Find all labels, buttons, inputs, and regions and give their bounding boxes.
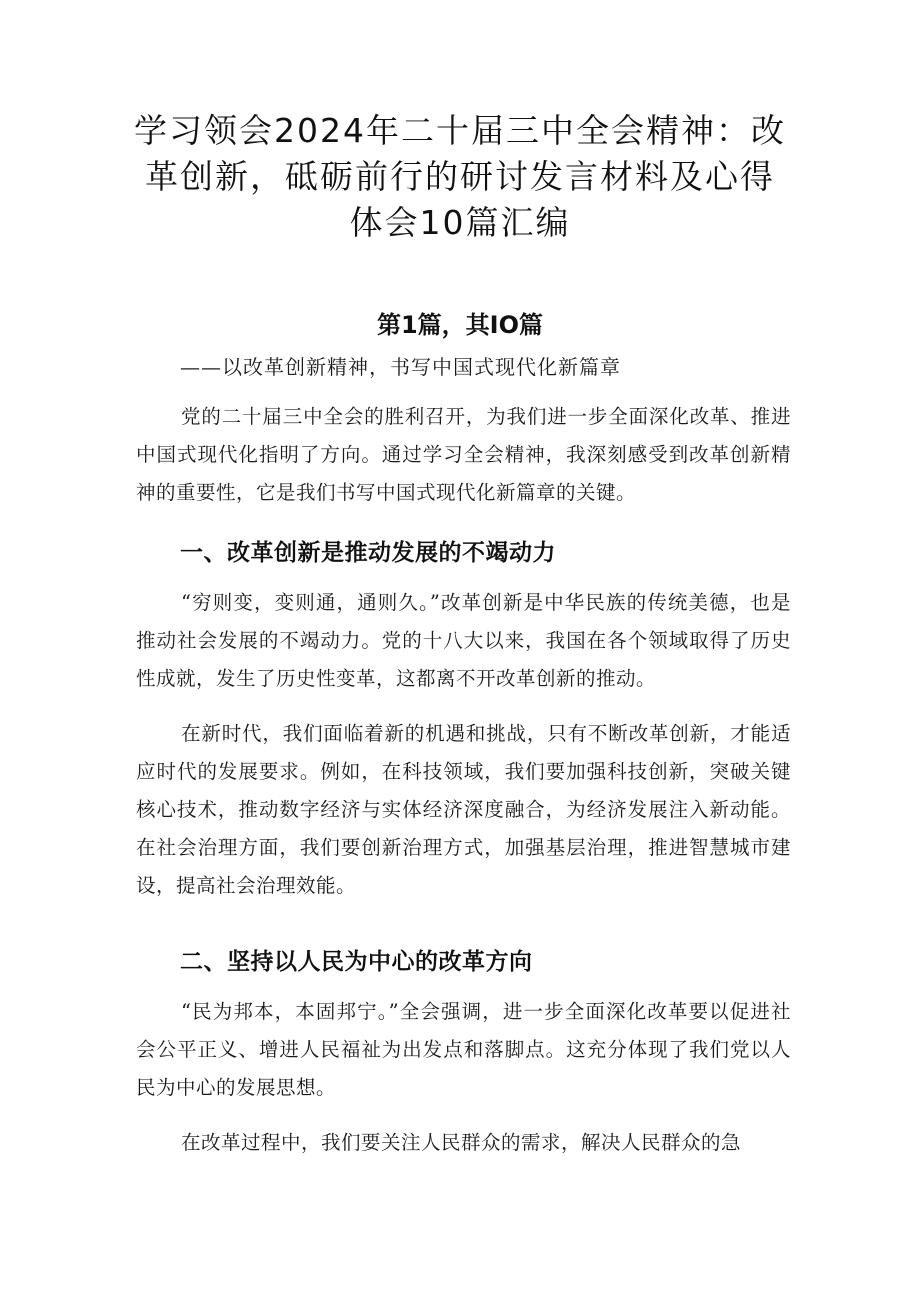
heading-section-2: 二、坚持以人民为中心的改革方向: [180, 949, 533, 975]
article-subtitle: ——以改革创新精神，书写中国式现代化新篇章: [180, 355, 621, 379]
heading-section-1: 一、改革创新是推动发展的不竭动力: [180, 540, 556, 566]
paragraph-intro: 党的二十届三中全会的胜利召开，为我们进一步全面深化改革、推进中国式现代化指明了方向。通过学习全会精神，我深刻感受到改革创新精神的重要性，它是我们书写中国式现代化新篇章的关键。: [136, 405, 791, 504]
paragraph-section-1-b: 在新时代，我们面临着新的机遇和挑战，只有不断改革创新，才能适应时代的发展要求。例如，在科技领域，我们要加强科技创新，突破关键核心技术，推动数字经济与实体经济深度融合，为经济发展注入新动能。在社会治理方面，我们要创新治理方式，加强基层治理，推进智慧城市建设，提高社会治理效能。: [136, 722, 791, 897]
paragraph-section-2-a: “民为邦本，本固邦宁。”全会强调，进一步全面深化改革要以促进社会公平正义、增进人民福祉为出发点和落脚点。这充分体现了我们党以人民为中心的发展思想。: [136, 1000, 791, 1099]
paragraph-section-1-a: “穷则变，变则通，通则久。”改革创新是中华民族的传统美德，也是推动社会发展的不竭动力。党的十八大以来，我国在各个领域取得了历史性成就，发生了历史性变革，这都离不开改革创新的推动。: [136, 591, 791, 690]
document-title: 学习领会2024年二十届三中全会精神：改革创新，砥砺前行的研讨发言材料及心得体会10篇汇编: [134, 111, 786, 242]
paragraph-section-2-b: 在改革过程中，我们要关注人民群众的需求，解决人民群众的急: [181, 1131, 742, 1154]
section-label: 第1篇，其IO篇: [376, 311, 544, 339]
